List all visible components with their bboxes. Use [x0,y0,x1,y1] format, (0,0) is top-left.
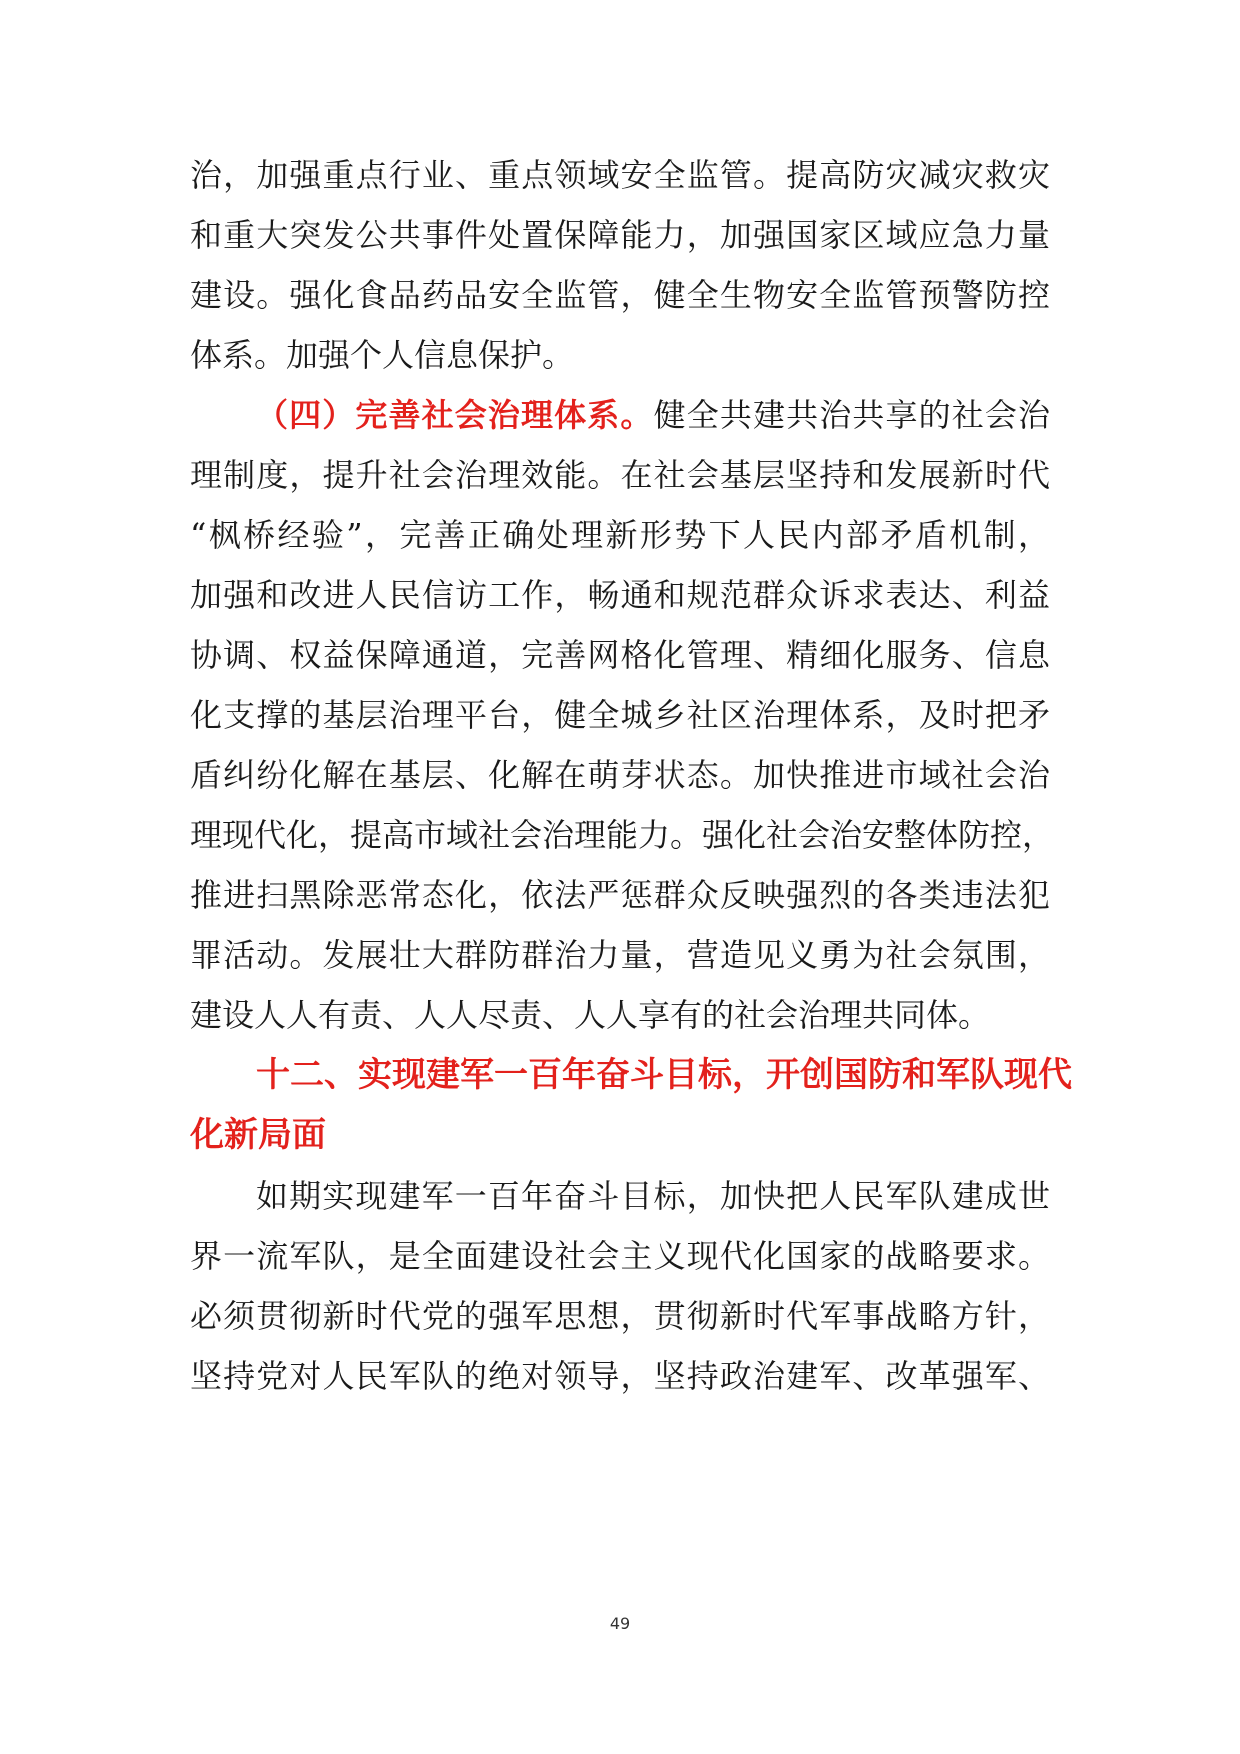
body-line: 理现代化，提高市域社会治理能力。强化社会治安整体防控， [190,816,1055,854]
body-line: 坚持党对人民军队的绝对领导，坚持政治建军、改革强军、 [190,1357,1050,1395]
body-line: 化支撑的基层治理平台，健全城乡社区治理体系，及时把矛 [190,696,1050,734]
subsection-first-line [256,395,1050,435]
body-text: 健全共建共治共享的社会治 [653,396,1050,434]
body-line: 治，加强重点行业、重点领域安全监管。提高防灾减灾救灾 [190,156,1050,194]
body-line: 加强和改进人民信访工作，畅通和规范群众诉求表达、利益 [190,576,1050,614]
subsection-title: （四）完善社会治理体系。 [256,396,654,434]
body-line: 理制度，提升社会治理效能。在社会基层坚持和发展新时代 [190,456,1050,494]
body-line: “枫桥经验”，完善正确处理新形势下人民内部矛盾机制， [190,516,1050,554]
body-line: 如期实现建军一百年奋斗目标，加快把人民军队建成世 [256,1177,1050,1215]
section-heading: 十二、实现建军一百年奋斗目标，开创国防和军队现代 [256,1055,1072,1095]
section-heading-continuation: 化新局面 [190,1115,326,1155]
page-number: 49 [609,1614,631,1633]
body-line: 必须贯彻新时代党的强军思想，贯彻新时代军事战略方针， [190,1297,1050,1335]
body-line: 体系。加强个人信息保护。 [190,336,575,374]
body-line: 协调、权益保障通道，完善网格化管理、精细化服务、信息 [190,636,1050,674]
body-line: 建设。强化食品药品安全监管，健全生物安全监管预警防控 [190,276,1050,314]
body-line: 界一流军队，是全面建设社会主义现代化国家的战略要求。 [190,1237,1050,1275]
body-line: 推进扫黑除恶常态化，依法严惩群众反映强烈的各类违法犯 [190,876,1050,914]
body-line: 罪活动。发展壮大群防群治力量，营造见义勇为社会氛围， [190,936,1050,974]
body-line: 和重大突发公共事件处置保障能力，加强国家区域应急力量 [190,216,1050,254]
body-line: 盾纠纷化解在基层、化解在萌芽状态。加快推进市域社会治 [190,756,1050,794]
body-line: 建设人人有责、人人尽责、人人享有的社会治理共同体。 [190,996,991,1034]
